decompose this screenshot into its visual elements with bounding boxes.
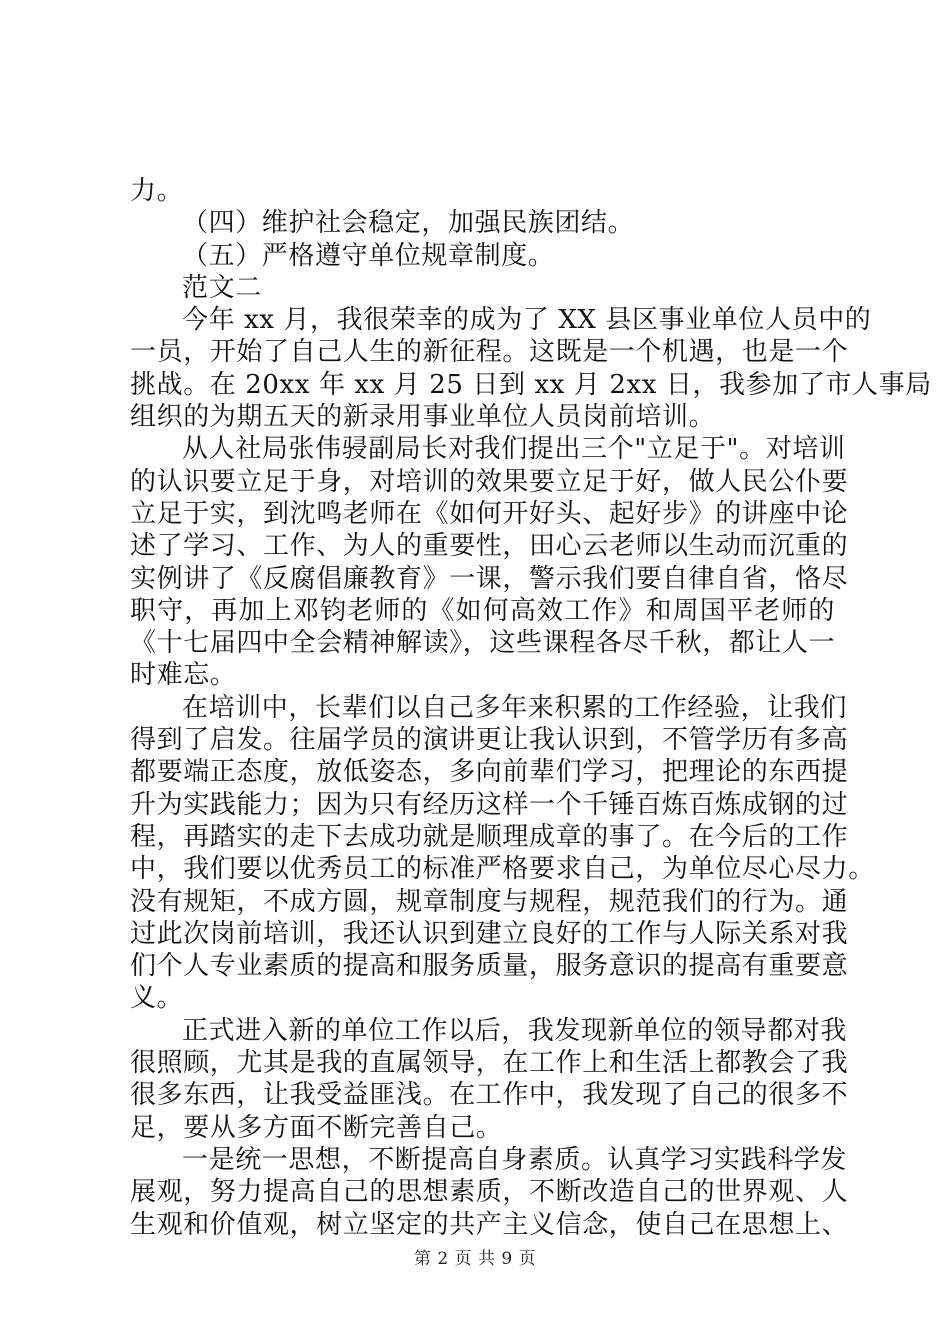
text-line: 升为实践能力；因为只有经历这样一个千锤百炼百炼成钢的过: [130, 789, 849, 820]
text-line: 挑战。在 20xx 年 xx 月 25 日到 xx 月 2xx 日，我参加了市人事局: [130, 369, 932, 400]
text-line: 范文二: [182, 272, 262, 303]
text-line: 一员，开始了自己人生的新征程。这既是一个机遇，也是一个: [130, 337, 849, 368]
text-line: 足，要从多方面不断完善自己。: [130, 1112, 503, 1143]
text-line: （五）严格遵守单位规章制度。: [182, 240, 555, 271]
text-line: 得到了启发。往届学员的演讲更让我认识到，不管学历有多高: [130, 725, 849, 756]
text-line: 立足于实，到沈鸣老师在《如何开好头、起好步》的讲座中论: [130, 498, 849, 529]
text-line: 过此次岗前培训，我还认识到建立良好的工作与人际关系对我: [130, 918, 849, 949]
text-line: 一是统一思想，不断提高自身素质。认真学习实践科学发: [182, 1144, 848, 1175]
text-line: 正式进入新的单位工作以后，我发现新单位的领导都对我: [182, 1015, 848, 1046]
text-line: 展观，努力提高自己的思想素质，不断改造自己的世界观、人: [130, 1177, 849, 1208]
text-line: 中，我们要以优秀员工的标准严格要求自己，为单位尽心尽力。: [130, 854, 875, 885]
text-line: 力。: [130, 176, 184, 206]
text-line: 生观和价值观，树立坚定的共产主义信念，使自己在思想上、: [130, 1209, 849, 1240]
text-line: 《十七届四中全会精神解读》，这些课程各尽千秋，都让人一: [130, 628, 836, 659]
document-body: [130, 175, 932, 1241]
text-line: 没有规矩，不成方圆，规章制度与规程，规范我们的行为。通: [130, 886, 849, 917]
text-line: 从人社局张伟骎副局长对我们提出三个"立足于"。对培训: [182, 434, 846, 465]
text-line: （四）维护社会稳定，加强民族团结。: [182, 208, 635, 239]
text-line: 组织的为期五天的新录用事业单位人员岗前培训。: [130, 402, 716, 433]
text-line: 很照顾，尤其是我的直属领导，在工作上和生活上都教会了我: [130, 1048, 849, 1079]
text-line: 实例讲了《反腐倡廉教育》一课，警示我们要自律自省，恪尽: [130, 563, 849, 594]
text-line: 今年 xx 月，我很荣幸的成为了 XX 县区事业单位人员中的: [182, 305, 872, 336]
text-line: 的认识要立足于身，对培训的效果要立足于好，做人民公仆要: [130, 466, 849, 497]
page-footer: 第 2 页 共 9 页: [413, 1249, 537, 1269]
text-line: 们个人专业素质的提高和服务质量，服务意识的提高有重要意: [130, 951, 849, 982]
text-line: 程，再踏实的走下去成功就是顺理成章的事了。在今后的工作: [130, 821, 849, 852]
text-line: 很多东西，让我受益匪浅。在工作中，我发现了自己的很多不: [130, 1080, 849, 1111]
text-line: 都要端正态度，放低姿态，多向前辈们学习，把理论的东西提: [130, 757, 849, 788]
text-line: 职守，再加上邓钧老师的《如何高效工作》和周国平老师的: [130, 595, 835, 626]
text-line: 在培训中，长辈们以自己多年来积累的工作经验，让我们: [182, 692, 848, 723]
text-line: 述了学习、工作、为人的重要性，田心云老师以生动而沉重的: [130, 531, 849, 562]
text-line: 义。: [130, 983, 184, 1014]
text-line: 时难忘。: [130, 660, 237, 691]
